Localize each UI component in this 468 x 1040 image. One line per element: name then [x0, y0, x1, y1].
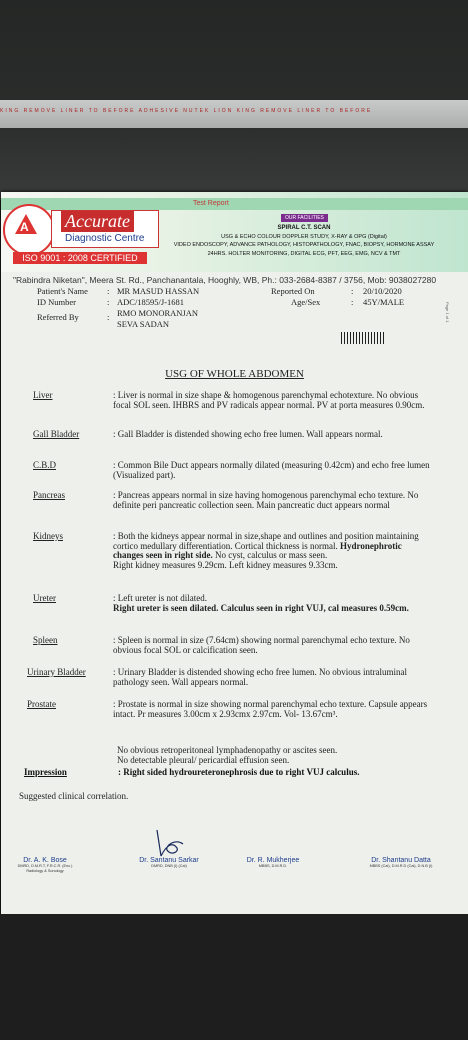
service-line: VIDEO ENDOSCOPY, ADVANCE PATHOLOGY, HISTOPATHOLOGY, FNAC, BIOPSY, HORMONE ASSAY [173, 242, 435, 248]
age-value: 45Y/MALE [363, 297, 405, 307]
section-text: Right kidney measures 9.29cm. Left kidney measures 9.33cm. [113, 560, 338, 571]
section-text: Prostate is normal in size showing normal parenchymal echo texture. Capsule appears intact. Pr measures 3.00cm x 2.93cmx 2.97cm. Vol- 13.67cm³. [113, 699, 428, 719]
services-list [151, 224, 457, 258]
brand-subtitle: Diagnostic Centre [65, 233, 145, 244]
doctor-qualification: DMRD, D.M.R.T, F.R.C.R. (Enc.) [17, 864, 73, 868]
section-text: No cyst, calculus or mass seen. [215, 550, 328, 561]
doctor-name: Dr. A. K. Bose [23, 857, 67, 864]
logo-letter-icon: A [20, 220, 29, 234]
section-label: Kidneys [33, 531, 63, 541]
section-finding: Hydronephrotic changes seen in right side. [113, 540, 402, 561]
impression-text: Right sided hydroureteronephrosis due to right VUJ calculus. [123, 767, 360, 777]
suggestion-text: Suggested clinical correlation. [19, 791, 129, 801]
barcode-icon [341, 332, 385, 344]
additional-findings [117, 745, 337, 765]
section-label: Gall Bladder [33, 429, 80, 439]
section-label: Urinary Bladder [27, 667, 86, 677]
doctor-name: Dr. R. Mukherjee [246, 857, 300, 864]
doctor-signature-block [233, 857, 313, 869]
doctor-name: Dr. Shantanu Datta [371, 857, 431, 864]
id-label: ID Number [37, 297, 76, 307]
impression-label: Impression [24, 767, 67, 777]
section-finding: Right ureter is seen dilated. Calculus seen in right VUJ, cal measures 0.59cm. [113, 602, 409, 613]
facilities-badge: OUR FACILITIES [281, 214, 328, 222]
plastic-strip-text: KING REMOVE LINER TO BEFORE ADHESIVE NUTEK LION KING REMOVE LINER TO BEFORE [0, 108, 373, 114]
section-label: Spleen [33, 635, 58, 645]
section-label: Ureter [33, 593, 56, 603]
service-line: SPIRAL C.T. SCAN [277, 225, 331, 231]
section-label: C.B.D [33, 460, 57, 470]
section-text: Gall Bladder is distended showing echo free lumen. Wall appears normal. [117, 429, 383, 439]
referred-value: RMO MONORANJAN SEVA SADAN [117, 308, 198, 329]
referred-label: Referred By [37, 312, 79, 322]
patient-name-label: Patient's Name [37, 286, 88, 296]
doctor-qualification: DMRD, DNB (I) (Cal) [151, 864, 187, 868]
report-title: USG OF WHOLE ABDOMEN [165, 368, 304, 380]
section-text: Pancreas appears normal in size having homogenous parenchymal echo texture. No definite peri pancreatic collection seen. Main pancreatic duct appears normal [113, 490, 419, 510]
doctor-signature-block [5, 857, 85, 874]
finding-line: No detectable pleural/ pericardial effusion seen. [117, 755, 290, 765]
section-text: Liver is normal in size shape & homogenous parenchymal echotexture. No obvious focal SOL seen. IHBRS and PV radicals appear normal. PV at porta measures 0.90cm. [113, 390, 425, 410]
doctor-qualification: Radiology & Sonology [26, 869, 64, 873]
header-stripe [1, 198, 468, 210]
id-value: ADC/18595/J-1681 [117, 297, 185, 307]
service-line: 24HRS. HOLTER MONITORING, DIGITAL ECG, PFT, EEG, EMG, NCV & TMT [207, 250, 401, 257]
test-report-label: Test Report [193, 200, 229, 207]
service-line: USG & ECHO COLOUR DOPPLER STUDY, X-RAY & OPG (Digital) [221, 233, 387, 240]
patient-name: MR MASUD HASSAN [117, 286, 200, 296]
section-text: Spleen is normal in size (7.64cm) showing normal parenchymal echo texture. No obvious focal SOL or calcification seen. [113, 635, 410, 655]
section-label: Pancreas [33, 490, 65, 500]
doctor-qualification: MBBS (Cal), D.M.R.D (Cal), D.N.B (I) [369, 864, 433, 868]
brand-name: Accurate [61, 211, 134, 232]
background-bottom [0, 914, 468, 1040]
doctor-qualification: MBBS, D.M.R.D. [258, 864, 288, 868]
doctor-signature-block [129, 857, 209, 869]
report-sheet: Test Report A Accurate Diagnostic Centre ISO 9001 : 2008 CERTIFIED OUR FACILITIES SPIRAL C.T. SCAN USG & ECHO COLOUR DOPPLER STUDY, X-RAY & OPG (Digital) VIDEO ENDOSCOPY, ADVANCE PATHOLOGY, HISTOPATHOLOGY, FNAC, BIOPSY, HORMONE ASSAY 24HRS. HOLTER MONITORING, DIGITAL ECG, PFT, EEG, EMG, NCV & TMT "Rabindra Niketan", Meera St. Rd., Panchanantala, Hooghly, WB, Ph.: 033-2684-8387 / 3756, Mob: 9038027280 Patient's Name : MR MASUD HASSAN ID Number : ADC/18595/J-1681 Referred By : RMO MONORANJAN SEVA SADAN Reported On : 20/10/2020 Age/Sex : 45Y/MALE Page 1 of 1 USG OF WHOLE ABDOMEN Liver : Liver is normal in size shape & homogenous parenchymal echotexture. No obvious focal SOL seen. IHBRS and PV radicals appear normal. PV at porta measures 0.90cm. Gall Bladder : Gall Bladder is distended showing echo free lumen. Wall appears normal. C.B.D : Common Bile Duct appears normally dilated (measuring 0.42cm) and echo free lumen (Visualized part). Pancreas : Pancreas appears normal in size having homogenous parenchymal echo texture. No definite peri pancreatic collection seen. Main pancreatic duct appears normal Kidneys : Both the kidneys appear normal in size,shape and outlines and position maintaining cortico medullary differentiation. Cortical thickness is normal. Hydronephrotic changes seen in right side. No cyst, calculus or mass seen. Right kidney measures 9.29cm. Left kidney measures 9.33cm. Ureter : Left ureter is not dilated. Right ureter is seen dilated. Calculus seen in right VUJ, cal measures 0.59cm. Spleen : Spleen is normal in size (7.64cm) showing normal parenchymal echo texture. No obvious focal SOL or calcification seen. Urinary Bladder : Urinary Bladder is distended showing echo free lumen. No obvious intraluminal pathology seen. Wall appears normal. Prostate : Prostate is normal in size showing normal parenchymal echo texture. Capsule appears intact. Pr measures 3.00cm x 2.93cmx 2.97cm. Vol- 13.67cm³. No obvious retroperitoneal lymphadenopathy or ascites seen. No detectable pleural/ pericardial effusion seen. Impression : Right sided hydroureteronephrosis due to right VUJ calculus. Suggested clinical correlation. Dr. A. K. Bose DMRD, D.M.R.T, F.R.C.R. (Enc.) Radiology & Sonology Dr. Santanu Sarkar DMRD, DNB (I) (Cal) Dr. R. Mukherjee MBBS, D.M.R.D. Dr. Shantanu Datta MBBS (Cal), D.M.R.D (Cal), D.N.B (I) [1, 192, 468, 914]
section-text: Left ureter is not dilated. [117, 593, 207, 603]
section-text: Both the kidneys appear normal in size,shape and outlines and position maintaining cortico medullary differentiation. Cortical thickness is normal. [113, 531, 419, 551]
finding-line: No obvious retroperitoneal lymphadenopathy or ascites seen. [117, 745, 338, 755]
age-label: Age/Sex [291, 297, 321, 307]
section-label: Liver [33, 390, 53, 400]
reported-value: 20/10/2020 [363, 286, 402, 296]
section-text: Urinary Bladder is distended showing echo free lumen. No obvious intraluminal pathology seen. Wall appears normal. [113, 667, 407, 687]
section-label: Prostate [27, 699, 56, 709]
doctor-signature-block [351, 857, 451, 869]
page-tag: Page 1 of 1 [445, 302, 450, 323]
reported-label: Reported On [271, 286, 315, 296]
address-line: "Rabindra Niketan", Meera St. Rd., Panchanantala, Hooghly, WB, Ph.: 033-2684-8387 / 3756, Mob: 9038027280 [13, 275, 437, 285]
doctor-name: Dr. Santanu Sarkar [139, 857, 199, 864]
section-text: Common Bile Duct appears normally dilated (measuring 0.42cm) and echo free lumen (Visualized part). [113, 460, 430, 480]
letterhead [1, 192, 468, 272]
iso-badge: ISO 9001 : 2008 CERTIFIED [13, 252, 147, 264]
